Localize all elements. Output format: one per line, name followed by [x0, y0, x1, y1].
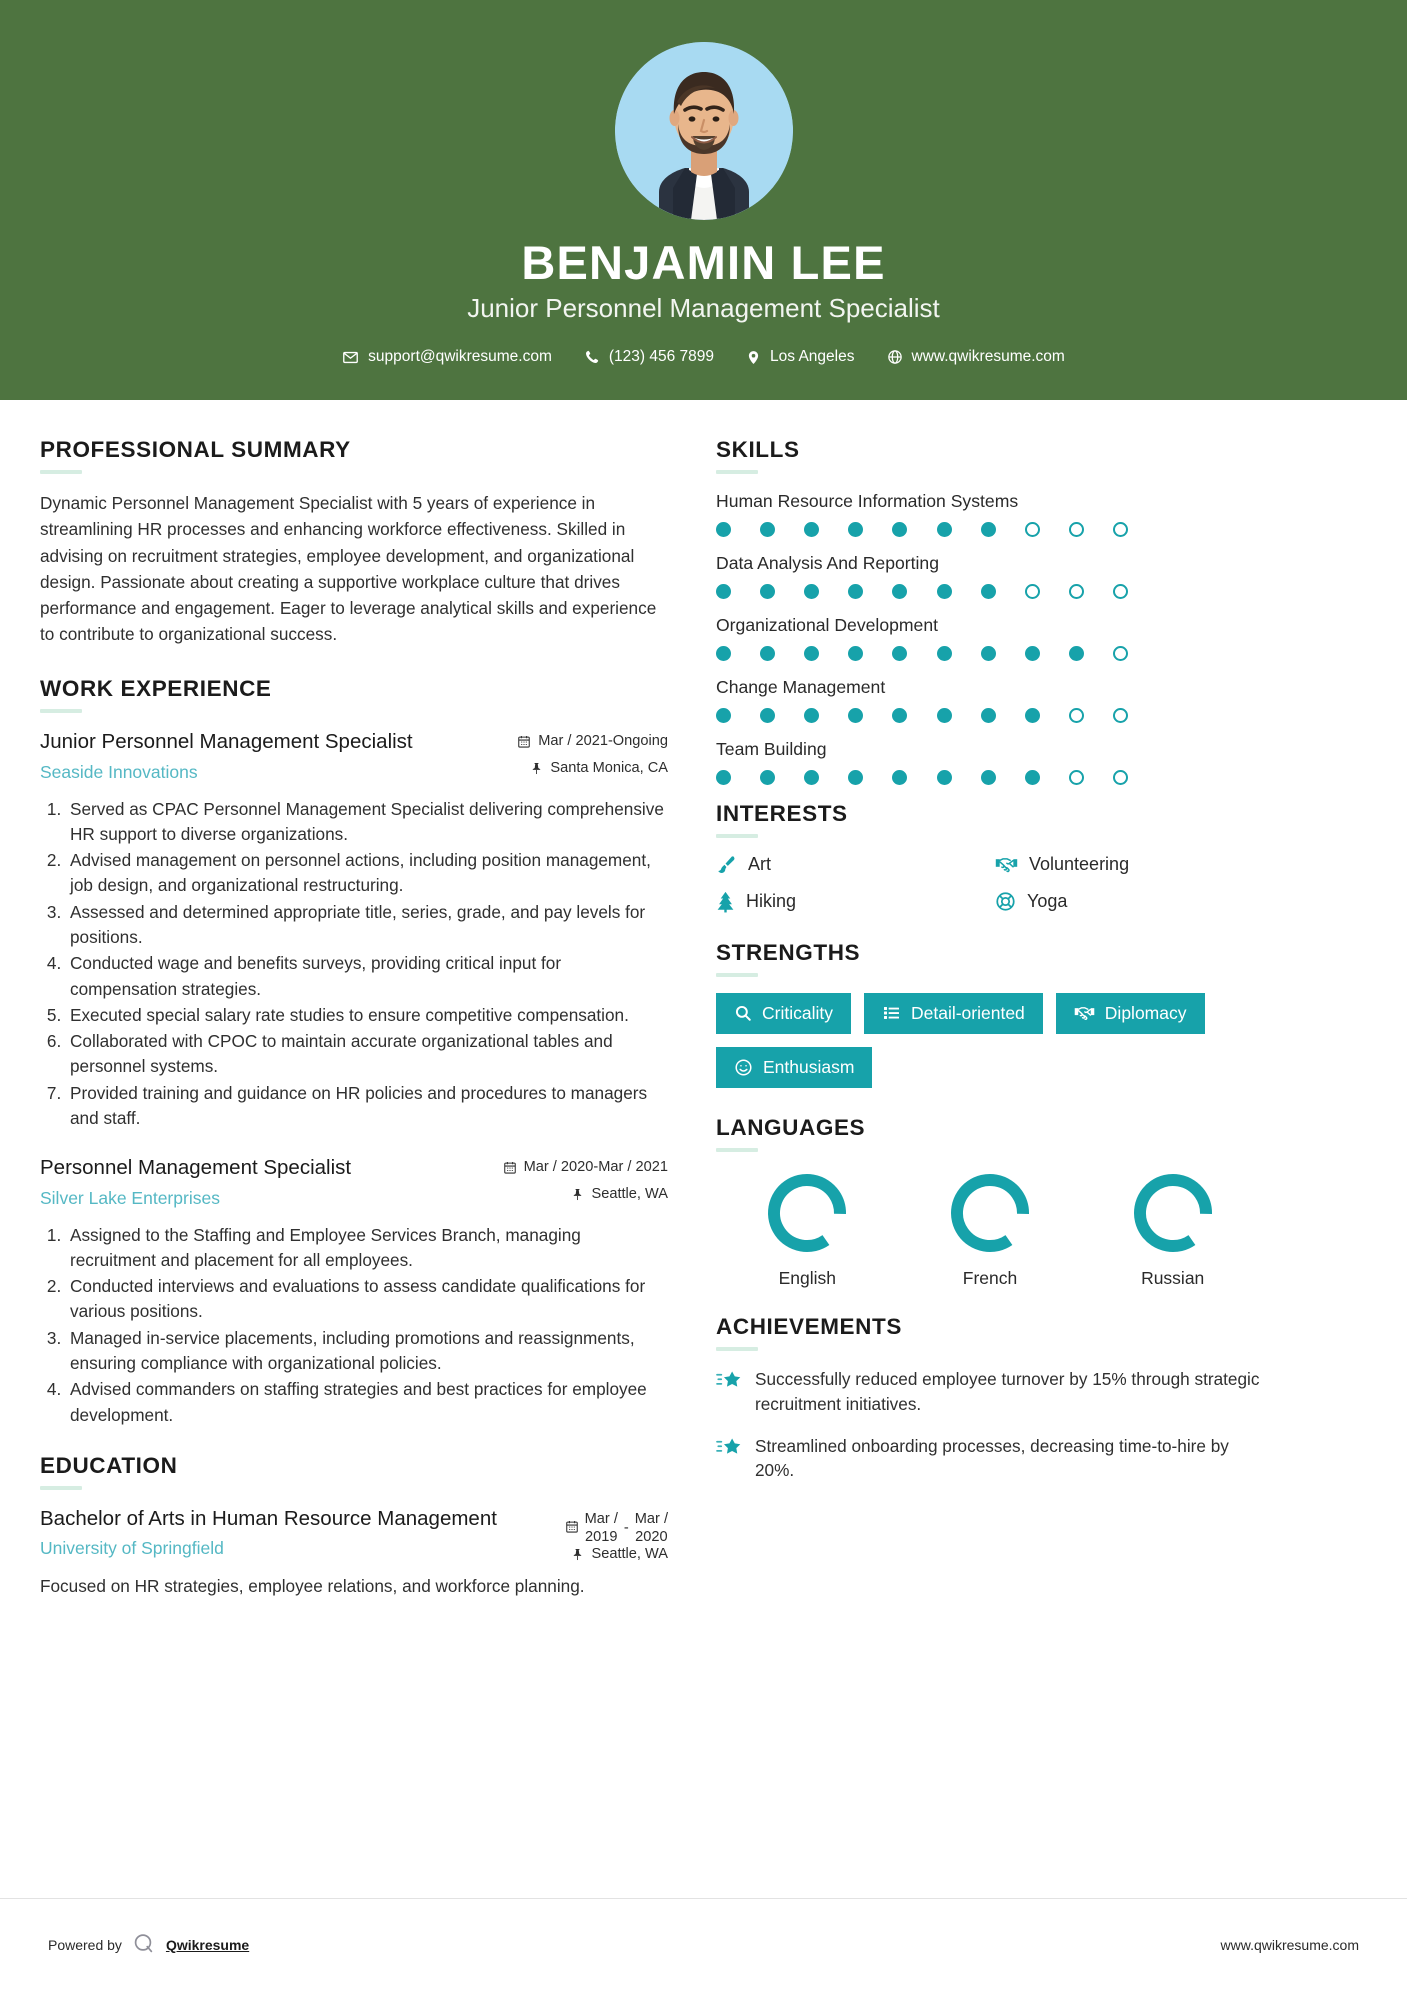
language-progress-ring: [1128, 1168, 1218, 1258]
powered-by: [48, 1931, 249, 1958]
section-strengths: [716, 939, 1264, 1088]
pushpin-icon: [571, 1187, 584, 1202]
skill-dot-filled: [937, 708, 952, 723]
interest-item-hiking: [716, 891, 985, 913]
strengths-list: [716, 993, 1264, 1088]
skill-dot-filled: [848, 770, 863, 785]
language-progress-ring: [945, 1168, 1035, 1258]
skill-item: [716, 490, 1264, 537]
summary-heading: PROFESSIONAL SUMMARY: [40, 437, 351, 463]
interest-label: Volunteering: [1029, 853, 1130, 874]
skill-label: Data Analysis And Reporting: [716, 553, 939, 574]
section-languages: [716, 1114, 1264, 1289]
work-role: Personnel Management Specialist: [40, 1156, 352, 1180]
heading-underline: [40, 470, 82, 474]
skill-dot-filled: [981, 646, 996, 661]
skill-label: Human Resource Information Systems: [716, 491, 1019, 512]
skill-dot-filled: [892, 584, 907, 599]
achievement-item: [716, 1367, 1264, 1417]
skill-dot-filled: [1025, 646, 1040, 661]
heading-underline: [716, 1148, 758, 1152]
skill-dot-filled: [760, 584, 775, 599]
strength-label: Detail-oriented: [910, 1002, 1025, 1023]
education-start-month: Mar /: [584, 1510, 618, 1527]
work-bullet: 2. Conducted interviews and evaluations to assess candidate qualifications for various positions.: [66, 1274, 668, 1325]
skill-dot-empty: [1113, 708, 1128, 723]
heading-underline: [716, 1347, 758, 1351]
education-entry-left: [40, 1506, 551, 1560]
section-education: [40, 1452, 668, 1600]
shooting-star-icon: [716, 1367, 742, 1392]
contact-website[interactable]: [871, 348, 1081, 366]
resume-header: [0, 0, 1407, 400]
strength-chip-diplomacy: [1056, 993, 1205, 1034]
work-location: [503, 1186, 668, 1202]
skill-item: [716, 676, 1264, 723]
strength-label: Enthusiasm: [763, 1056, 855, 1077]
search-icon: [734, 1004, 752, 1022]
education-location: [565, 1546, 668, 1562]
section-work-experience: [40, 675, 668, 1428]
language-label: French: [962, 1267, 1018, 1288]
education-school[interactable]: University of Springfield: [40, 1538, 224, 1559]
job-title: Junior Personnel Management Specialist: [467, 293, 940, 324]
handshake-icon: [1074, 1004, 1095, 1022]
skill-dot-filled: [892, 646, 907, 661]
pushpin-icon: [530, 761, 543, 776]
right-column: [716, 436, 1264, 1500]
work-entry-meta: [503, 1155, 668, 1202]
achievement-text: Streamlined onboarding processes, decreasing time-to-hire by 20%.: [755, 1435, 1229, 1481]
skill-dot-filled: [760, 770, 775, 785]
interest-label: Art: [748, 853, 772, 874]
skill-dot-empty: [1113, 646, 1128, 661]
education-end-year: 2020: [635, 1529, 668, 1546]
skill-dot-filled: [892, 708, 907, 723]
skill-item: [716, 738, 1264, 785]
skill-dot-filled: [1025, 708, 1040, 723]
qwikresume-logo-icon: [132, 1931, 156, 1958]
skill-dot-filled: [760, 646, 775, 661]
work-bullet: 3. Managed in-service placements, including promotions and reassignments, ensuring compliance with organizational policies.: [66, 1326, 668, 1377]
skill-dot-filled: [937, 522, 952, 537]
work-entry: [40, 729, 668, 1131]
globe-icon: [887, 349, 903, 365]
section-achievements: [716, 1313, 1264, 1484]
education-start-year: 2019: [585, 1529, 618, 1546]
achievement-item: [716, 1434, 1264, 1484]
achievements-heading: ACHIEVEMENTS: [716, 1313, 902, 1339]
skill-dot-filled: [937, 770, 952, 785]
skill-label: Team Building: [716, 738, 827, 759]
work-company[interactable]: Seaside Innovations: [40, 761, 198, 782]
skill-dot-filled: [804, 770, 819, 785]
footer-url[interactable]: www.qwikresume.com: [1220, 1936, 1359, 1953]
skill-dot-filled: [716, 708, 731, 723]
calendar-icon: [517, 734, 531, 749]
interest-label: Hiking: [746, 891, 797, 912]
skill-dot-empty: [1025, 522, 1040, 537]
profile-photo-avatar: [615, 42, 793, 220]
skill-dot-filled: [804, 646, 819, 661]
tree-icon: [716, 891, 735, 913]
contact-phone[interactable]: [568, 348, 730, 366]
skill-dot-filled: [716, 646, 731, 661]
language-item-french: [899, 1168, 1082, 1289]
work-entry-left: [40, 1155, 489, 1209]
contact-row: [0, 348, 1407, 366]
interest-label: Yoga: [1027, 891, 1068, 912]
language-item-russian: [1081, 1168, 1264, 1289]
phone-icon: [584, 349, 600, 365]
contact-email-text: support@qwikresume.com: [368, 348, 552, 366]
skill-dot-empty: [1113, 584, 1128, 599]
work-bullets: [40, 1223, 668, 1428]
skill-dot-filled: [760, 708, 775, 723]
skill-dot-empty: [1069, 522, 1084, 537]
education-end-month: Mar /: [634, 1510, 668, 1527]
skill-level-dots: [716, 646, 1128, 661]
left-column: [40, 436, 668, 1608]
pushpin-icon: [571, 1547, 584, 1562]
work-company[interactable]: Silver Lake Enterprises: [40, 1187, 220, 1208]
interest-item-yoga: [995, 891, 1264, 913]
skill-dot-filled: [848, 708, 863, 723]
contact-location: [730, 348, 870, 366]
education-start-date: [585, 1510, 618, 1546]
skill-dot-filled: [892, 770, 907, 785]
languages-list: [716, 1168, 1264, 1289]
heading-underline: [716, 470, 758, 474]
education-date-separator: -: [623, 1520, 629, 1537]
skill-dot-filled: [981, 770, 996, 785]
education-entry-header: [40, 1506, 668, 1562]
qwikresume-brand-link[interactable]: Qwikresume: [165, 1936, 250, 1953]
work-bullet: 2. Advised management on personnel actions, including position management, job design, and organizational restructuring.: [66, 848, 668, 899]
contact-location-text: Los Angeles: [770, 348, 855, 366]
full-name: BENJAMIN LEE: [521, 236, 886, 289]
interests-grid: [716, 854, 1264, 913]
work-entry: [40, 1155, 668, 1428]
heading-underline: [40, 709, 82, 713]
work-dates-text: Mar / 2020-Mar / 2021: [523, 1159, 668, 1176]
language-progress-ring: [762, 1168, 852, 1258]
work-bullet: 6. Collaborated with CPOC to maintain accurate organizational tables and personnel systems.: [66, 1029, 668, 1080]
calendar-icon: [503, 1160, 517, 1175]
languages-heading: LANGUAGES: [716, 1114, 866, 1140]
skill-dot-filled: [892, 522, 907, 537]
work-dates-text: Mar / 2021-Ongoing: [538, 733, 668, 750]
work-bullet: 4. Conducted wage and benefits surveys, providing critical input for compensation strategies.: [66, 951, 668, 1002]
list-icon: [882, 1004, 901, 1022]
skill-level-dots: [716, 708, 1128, 723]
work-location-text: Santa Monica, CA: [550, 760, 668, 777]
work-entry-header: [40, 1155, 668, 1209]
skill-dot-filled: [1025, 770, 1040, 785]
skill-dot-filled: [981, 708, 996, 723]
work-bullet: 3. Assessed and determined appropriate title, series, grade, and pay levels for positions.: [66, 900, 668, 951]
skill-dot-filled: [1069, 646, 1084, 661]
skill-level-dots: [716, 770, 1128, 785]
interests-heading: INTERESTS: [716, 800, 848, 826]
achievement-text: Successfully reduced employee turnover by 15% through strategic recruitment initiatives.: [755, 1368, 1260, 1414]
skill-dot-empty: [1069, 584, 1084, 599]
heading-underline: [716, 973, 758, 977]
work-bullet: 1. Assigned to the Staffing and Employee Services Branch, managing recruitment and placement for all employees.: [66, 1223, 668, 1274]
skill-dot-filled: [804, 584, 819, 599]
education-heading: EDUCATION: [40, 1452, 178, 1478]
work-dates: [517, 733, 668, 749]
strength-chip-detail-oriented: [864, 993, 1043, 1034]
skill-label: Organizational Development: [716, 615, 939, 636]
profile-photo: [615, 42, 793, 220]
skill-dot-filled: [848, 646, 863, 661]
skill-dot-empty: [1113, 770, 1128, 785]
strength-chip-enthusiasm: [716, 1047, 872, 1088]
work-entry-left: [40, 729, 503, 783]
heading-underline: [716, 834, 758, 838]
language-label: Russian: [1141, 1267, 1205, 1288]
section-skills: [716, 436, 1264, 784]
education-entry: [40, 1506, 668, 1600]
smiley-icon: [734, 1058, 753, 1077]
skill-dot-filled: [937, 646, 952, 661]
education-entry-meta: [565, 1506, 668, 1562]
powered-by-label: Powered by: [48, 1936, 122, 1953]
handshake-icon: [995, 854, 1018, 875]
work-bullet: 4. Advised commanders on staffing strategies and best practices for employee development.: [66, 1377, 668, 1428]
interest-item-volunteering: [995, 854, 1264, 875]
education-dates: [565, 1510, 668, 1546]
skill-dot-filled: [716, 522, 731, 537]
interest-item-art: [716, 854, 985, 875]
skills-heading: SKILLS: [716, 437, 800, 463]
resume-footer: [0, 1898, 1407, 1990]
work-bullets: [40, 797, 668, 1132]
skill-dot-filled: [804, 522, 819, 537]
skill-item: [716, 614, 1264, 661]
section-professional-summary: [40, 436, 668, 647]
skill-dot-empty: [1113, 522, 1128, 537]
work-entry-header: [40, 729, 668, 783]
skill-dot-empty: [1069, 708, 1084, 723]
strengths-heading: STRENGTHS: [716, 939, 861, 965]
language-label: English: [778, 1267, 837, 1288]
language-item-english: [716, 1168, 899, 1289]
contact-website-text: www.qwikresume.com: [911, 348, 1065, 366]
work-heading: WORK EXPERIENCE: [40, 676, 272, 702]
contact-phone-text: (123) 456 7899: [608, 348, 715, 366]
work-bullet: 7. Provided training and guidance on HR policies and procedures to managers and staff.: [66, 1081, 668, 1132]
skill-dot-filled: [981, 522, 996, 537]
envelope-icon: [342, 349, 359, 366]
skill-dot-empty: [1025, 584, 1040, 599]
work-location: [517, 760, 668, 776]
work-dates: [503, 1159, 668, 1175]
education-degree: Bachelor of Arts in Human Resource Management: [40, 1506, 497, 1530]
contact-email[interactable]: [326, 348, 568, 366]
strength-label: Diplomacy: [1104, 1002, 1187, 1023]
skill-dot-filled: [937, 584, 952, 599]
skill-dot-filled: [760, 522, 775, 537]
strength-label: Criticality: [762, 1002, 833, 1023]
skill-dot-filled: [981, 584, 996, 599]
education-location-text: Seattle, WA: [591, 1546, 668, 1563]
work-entry-meta: [517, 729, 668, 776]
education-note: Focused on HR strategies, employee relations, and workforce planning.: [40, 1576, 585, 1597]
work-bullet: 5. Executed special salary rate studies to ensure competitive compensation.: [66, 1003, 668, 1028]
skill-dot-filled: [804, 708, 819, 723]
skill-dot-filled: [716, 770, 731, 785]
work-location-text: Seattle, WA: [591, 1186, 668, 1203]
skill-dot-filled: [848, 522, 863, 537]
heading-underline: [40, 1486, 82, 1490]
skill-item: [716, 552, 1264, 599]
work-role: Junior Personnel Management Specialist: [40, 730, 413, 754]
location-pin-icon: [746, 349, 761, 366]
shooting-star-icon: [716, 1434, 742, 1459]
skill-dot-empty: [1069, 770, 1084, 785]
strength-chip-criticality: [716, 993, 851, 1034]
skill-dot-filled: [716, 584, 731, 599]
work-bullet: 1. Served as CPAC Personnel Management Specialist delivering comprehensive HR support to diverse organizations.: [66, 797, 668, 848]
lifebuoy-icon: [995, 891, 1016, 912]
skill-label: Change Management: [716, 676, 886, 697]
paintbrush-icon: [716, 854, 737, 875]
calendar-icon: [565, 1519, 579, 1538]
skill-level-dots: [716, 584, 1128, 599]
education-end-date: [635, 1510, 668, 1546]
resume-body: [0, 400, 1407, 1608]
summary-text: Dynamic Personnel Management Specialist with 5 years of experience in streamlining HR processes and enhancing workforce effectiveness. Skilled in advising on recruitment strategies, employee development, and organizational design. Passionate about creating a supportive workplace culture that drives performance and engagement. Eager to leverage analytical skills and experience to contribute to organizational success.: [40, 493, 657, 645]
skill-level-dots: [716, 522, 1128, 537]
skill-dot-filled: [848, 584, 863, 599]
section-interests: [716, 800, 1264, 913]
